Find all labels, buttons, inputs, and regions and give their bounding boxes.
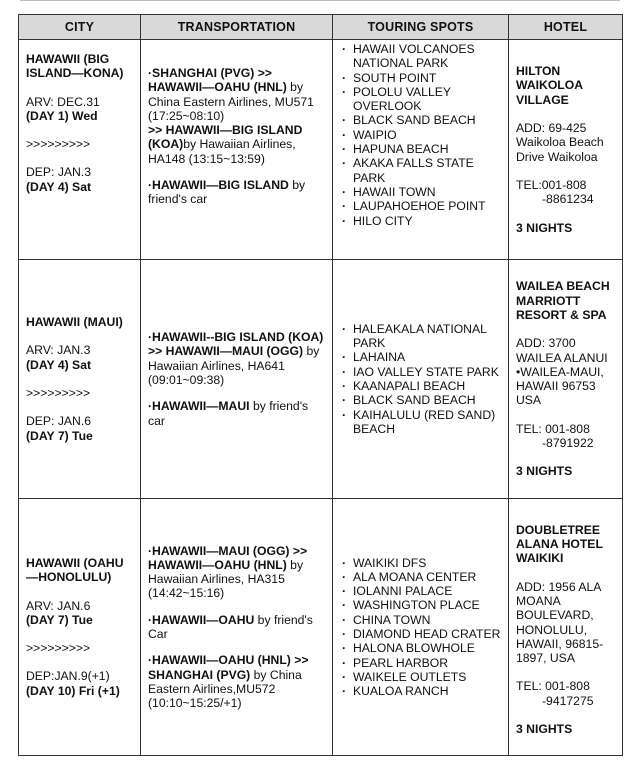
list-item: · WAIKELE OUTLETS	[340, 670, 501, 684]
header-city: CITY	[19, 15, 141, 40]
departure-day: (DAY 7) Tue	[26, 428, 93, 443]
spots-list	[340, 322, 501, 436]
hotel-cell	[509, 40, 623, 260]
list-item: · WAIKIKI DFS	[340, 556, 501, 570]
city-name: HAWAWII (OAHU —HONOLULU)	[26, 555, 124, 585]
hotel-name: HILTON WAIKOLOA VILLAGE	[516, 64, 583, 107]
arrival-date: ARV: JAN.3	[26, 343, 91, 358]
arrival-date: ARV: DEC.31	[26, 94, 100, 109]
list-item: · SOUTH POINT	[340, 71, 501, 85]
transport-route: ·HAWAWII—BIG ISLAND	[148, 178, 289, 193]
transport-route: ·HAWAWII—OAHU (HNL) >> SHANGHAI (PVG)	[148, 653, 309, 682]
header-transportation: TRANSPORTATION	[141, 15, 333, 40]
departure-day: (DAY 10) Fri (+1)	[26, 683, 120, 698]
spots-list	[340, 556, 501, 699]
transport-leg	[148, 66, 325, 123]
list-item: · HAWAII VOLCANOES NATIONAL PARK	[340, 42, 501, 71]
list-item: · BLACK SAND BEACH	[340, 393, 501, 407]
arrival-date: ARV: JAN.6	[26, 598, 91, 613]
transportation-cell	[141, 40, 333, 260]
hotel-nights: 3 NIGHTS	[516, 464, 573, 479]
departure-date: DEP:JAN.9(+1)	[26, 669, 110, 684]
hotel-tel-number: -8791922	[542, 436, 594, 451]
hotel-cell	[509, 260, 623, 499]
transport-route: ·HAWAWII--BIG ISLAND (KOA) >> HAWAWII—MAUI (OGG)	[148, 330, 324, 359]
transport-leg	[148, 544, 325, 601]
list-item: · IOLANNI PALACE	[340, 584, 501, 598]
departure-date: DEP: JAN.3	[26, 165, 92, 180]
hotel-nights: 3 NIGHTS	[516, 721, 573, 736]
touring-spots-cell	[333, 40, 509, 260]
city-name: HAWAWII (MAUI)	[26, 315, 123, 330]
arrival-day: (DAY 1) Wed	[26, 108, 98, 123]
arrival-day: (DAY 7) Tue	[26, 612, 93, 627]
transport-detail: by China Eastern Airlines, MU571 (17:25~08:10)	[148, 80, 314, 123]
transport-leg	[148, 330, 325, 387]
city-cell	[19, 499, 141, 756]
transport-leg	[148, 399, 325, 428]
departure-date: DEP: JAN.6	[26, 414, 92, 429]
itinerary-table	[18, 14, 623, 756]
transport-route: ·HAWAWII—OAHU	[148, 612, 255, 627]
transport-route: ·HAWAWII—MAUI (OGG) >> HAWAWII—OAHU (HNL)	[148, 543, 308, 572]
transport-detail: by Hawaiian Airlines, HA315 (14:42~15:16)	[148, 557, 304, 601]
transport-leg	[148, 613, 325, 642]
transport-route: >> HAWAWII—BIG ISLAND (KOA)	[148, 123, 303, 152]
list-item: · CHINA TOWN	[340, 613, 501, 627]
list-item: · WAIPIO	[340, 128, 501, 142]
list-item: · AKAKA FALLS STATE PARK	[340, 156, 501, 185]
header-touring-spots: TOURING SPOTS	[333, 15, 509, 40]
list-item: · LAHAINA	[340, 350, 501, 364]
transport-detail: by friend's car	[148, 399, 309, 428]
transport-detail: by Hawaiian Airlines, HA148 (13:15~13:59)	[148, 137, 296, 166]
table-row	[19, 260, 623, 499]
list-item: · HILO CITY	[340, 214, 501, 228]
touring-spots-cell	[333, 499, 509, 756]
spots-list	[340, 42, 501, 228]
table-row	[19, 499, 623, 756]
list-item: · DIAMOND HEAD CRATER	[340, 627, 501, 641]
hotel-tel-number: -8861234	[542, 192, 594, 207]
hotel-address: ADD: 1956 ALA MOANA BOULEVARD, HONOLULU, HAWAII, 96815-1897, USA	[516, 579, 604, 666]
transport-leg	[148, 178, 325, 207]
list-item: · KAIHALULU (RED SAND) BEACH	[340, 408, 501, 437]
touring-spots-cell	[333, 260, 509, 499]
top-divider	[20, 0, 620, 7]
transport-leg	[148, 653, 325, 710]
arrow-separator: >>>>>>>>>	[26, 386, 91, 400]
departure-day: (DAY 4) Sat	[26, 179, 92, 194]
table-row	[19, 40, 623, 260]
header-row	[19, 15, 623, 40]
hotel-tel: TEL: 001-808	[516, 421, 590, 436]
arrow-separator: >>>>>>>>>	[26, 641, 91, 656]
city-name: HAWAWII (BIG ISLAND—KONA)	[26, 52, 124, 81]
hotel-tel-number: -9417275	[542, 693, 594, 708]
header-hotel: HOTEL	[509, 15, 623, 40]
city-cell	[19, 40, 141, 260]
transport-route: ·SHANGHAI (PVG) >> HAWAWII—OAHU (HNL)	[148, 66, 287, 95]
arrow-separator: >>>>>>>>>	[26, 137, 91, 152]
list-item: · PEARL HARBOR	[340, 656, 501, 670]
list-item: · HALEAKALA NATIONAL PARK	[340, 322, 501, 351]
list-item: · IAO VALLEY STATE PARK	[340, 365, 501, 379]
hotel-address: ADD: 69-425 Waikoloa Beach Drive Waikoloa	[516, 121, 604, 164]
list-item: · HAPUNA BEACH	[340, 142, 501, 156]
hotel-address: ADD: 3700 WAILEA ALANUI •WAILEA-MAUI, HAWAII 96753 USA	[516, 336, 608, 408]
list-item: · POLOLU VALLEY OVERLOOK	[340, 85, 501, 114]
transport-leg	[148, 123, 325, 166]
list-item: · WASHINGTON PLACE	[340, 598, 501, 612]
hotel-cell	[509, 499, 623, 756]
transport-route: ·HAWAWII—MAUI	[148, 399, 250, 414]
list-item: · HALONA BLOWHOLE	[340, 641, 501, 655]
transport-detail: by friend's Car	[148, 612, 313, 641]
hotel-name: DOUBLETREE ALANA HOTEL WAIKIKI	[516, 522, 603, 566]
hotel-tel: TEL: 001-808	[516, 679, 590, 694]
transport-detail: by Hawaiian Airlines, HA641 (09:01~09:38)	[148, 344, 320, 387]
list-item: · LAUPAHOEHOE POINT	[340, 199, 501, 213]
arrival-day: (DAY 4) Sat	[26, 357, 92, 372]
list-item: · BLACK SAND BEACH	[340, 113, 501, 127]
list-item: · HAWAII TOWN	[340, 185, 501, 199]
transportation-cell	[141, 499, 333, 756]
transport-detail: by friend's car	[148, 178, 306, 207]
hotel-tel: TEL:001-808	[516, 177, 587, 192]
transportation-cell	[141, 260, 333, 499]
list-item: · KAANAPALI BEACH	[340, 379, 501, 393]
city-cell	[19, 260, 141, 499]
transport-detail: by China Eastern Airlines,MU572 (10:10~15:25/+1)	[148, 667, 302, 711]
hotel-name: WAILEA BEACH MARRIOTT RESORT & SPA	[516, 279, 610, 322]
list-item: · KUALOA RANCH	[340, 684, 501, 698]
hotel-nights: 3 NIGHTS	[516, 220, 573, 235]
list-item: · ALA MOANA CENTER	[340, 570, 501, 584]
